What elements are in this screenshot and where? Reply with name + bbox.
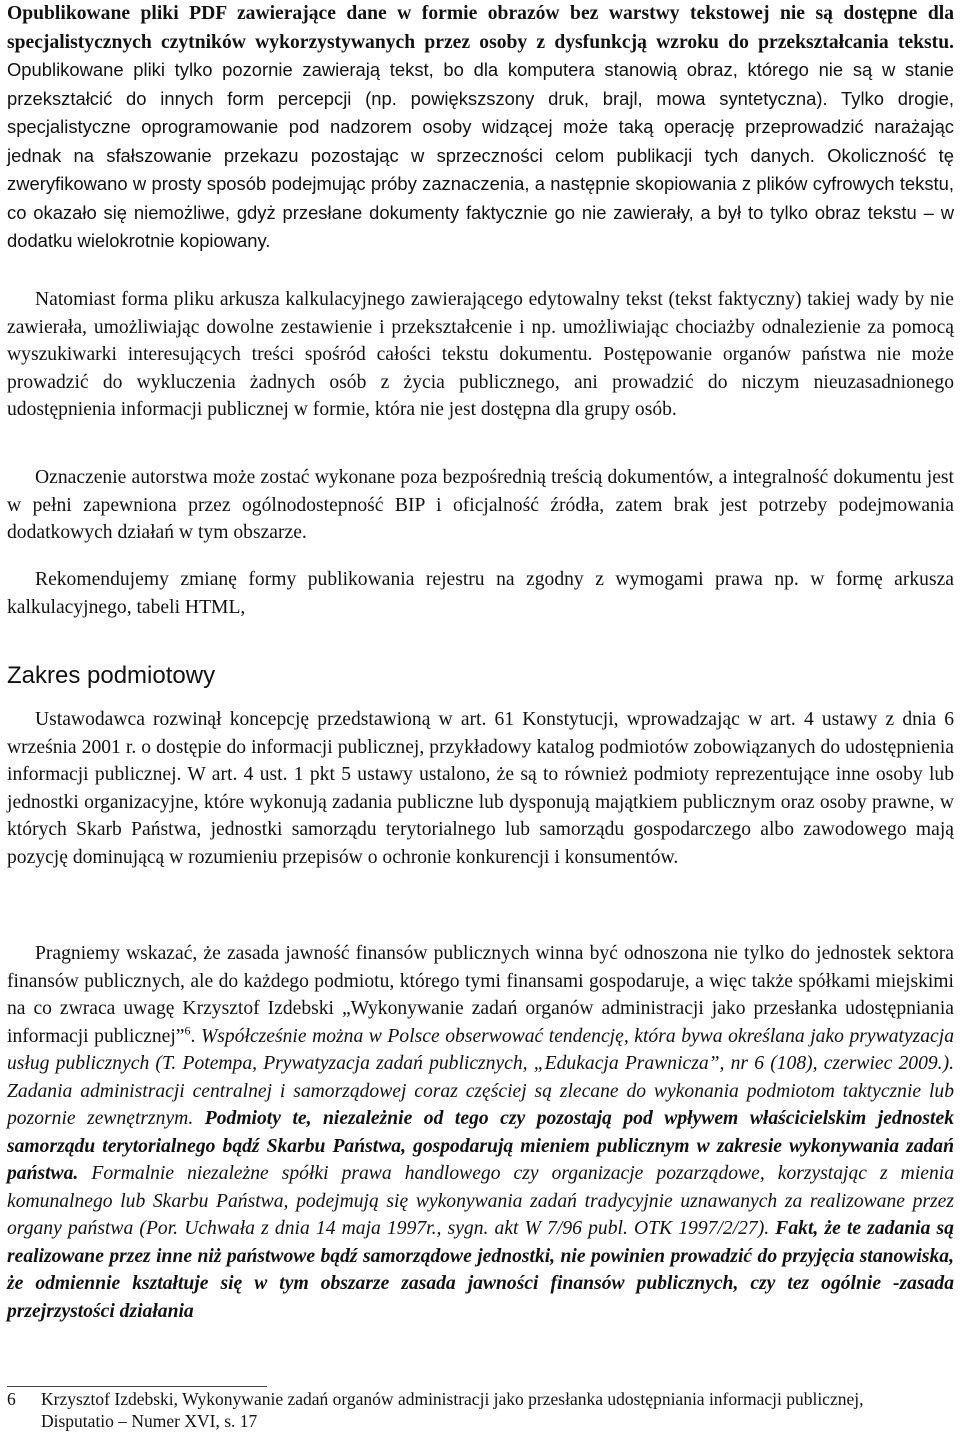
footnote-reference[interactable]: 6 [184, 1022, 191, 1037]
paragraph-spreadsheet-format: Natomiast forma pliku arkusza kalkulacyjnego zawierającego edytowalny tekst (tekst faktyczny) takiej wady by nie zawierała, umożliwiając dowolne zestawienie i przekształcenie i np. umożliwiając chociażby odnalezienie za pomocą wyszukiwarki interesujących treści spośród całości tekstu dokumentu. Postępowanie organów państwa nie może prowadzić do wykluczenia żadnych osób z życia publicznego, ani prowadzić do niczym nieuzasadnionego udostępnienia informacji publicznej w formie, która nie jest dostępna dla grupy osób. [7, 289, 954, 420]
footnote-text: Krzysztof Izdebski, Wykonywanie zadań organów administracji jako przesłanka udostępniania informacji publicznej, Disputatio – Numer XVI, s. 17 [41, 1389, 864, 1431]
paragraph-recommendation: Rekomendujemy zmianę formy publikowania rejestru na zgodny z wymogami prawa np. w formę arkusza kalkulacyjnego, tabeli HTML, [7, 569, 954, 618]
plain-run-2: . [190, 1025, 201, 1047]
bold-statement: Opublikowane pliki PDF zawierające dane w formie obrazów bez warstwy tekstowej nie są dostępne dla specjalistycznych czytników wykorzystywanych przez osoby z dysfunkcją wzroku do przekształcania tekstu. [7, 3, 954, 53]
section-heading: Zakres podmiotowy [7, 662, 216, 689]
paragraph-authorship: Oznaczenie autorstwa może zostać wykonane poza bezpośrednią treścią dokumentów, a integralność dokumentu jest w pełni zapewniona przez ogólnodostepność BIP i oficjalność źródła, zatem brak jest potrzeby podejmowania dodatkowych działań w tym obszarze. [7, 467, 954, 543]
footnote-number: 6 [7, 1389, 16, 1409]
paragraph-public-finance [7, 940, 954, 1325]
plain-run: Pragniemy wskazać, że zasada jawność finansów publicznych winna być odnoszona nie tylko do jednostek sektora finansów publicznych, ale do każdego podmiotu, którego tymi finansami gospodaruje, a więc także spółkami miejskimi na co zwraca uwagę Krzysztof Izdebski „Wykonywanie zadań organów administracji jako przesłanka udostępniania informacji publicznej” [7, 943, 954, 1047]
bold-italic-quote-2: Fakt, że te zadania są realizowane przez inne niż państwowe bądź samorządowe jednostki, nie powinien prowadzić do przyjęcia stanowiska, że odmiennie kształtuje się w tym obszarze zasada jawności finansów publicznych, czy tez ogólnie -zasada przejrzystości działania [7, 1218, 954, 1322]
paragraph-legal-scope: Ustawodawca rozwinął koncepcję przedstawioną w art. 61 Konstytucji, wprowadzając w art. 4 ustawy z dnia 6 września 2001 r. o dostępie do informacji publicznej, przykładowy katalog podmiotów zobowiązanych do udostępnienia informacji publicznej. W art. 4 ust. 1 pkt 5 ustawy ustalono, że są to również podmioty reprezentujące inne osoby lub jednostki organizacyjne, które wykonują zadania publiczne lub dysponują majątkiem publicznym oraz osoby prawne, w których Skarb Państwa, jednostki samorządu terytorialnego lub samorządu gospodarczego albo zawodowego mają pozycję dominującą w rozumieniu przepisów o ochronie konkurencji i konsumentów. [7, 709, 954, 868]
italic-quote-1: Współcześnie można w Polsce obserwować tendencję, która bywa określana jako prywatyzacja usług publicznych (T. Potempa, Prywatyzacja zadań publicznych, „Edukacja Prawnicza”, nr 6 (108), czerwiec 2009.). Zadania administracji centralnej i samorządowej coraz częściej są zlecane do wykonania podmiotom taktycznie lub pozornie zewnętrznym. [7, 1025, 954, 1129]
bold-italic-quote-1: Podmioty te, niezależnie od tego czy pozostają pod wpływem właścicielskim jednostek samorządu terytorialnego bądź Skarbu Państwa, gospodarują mieniem publicznym w zakresie wykonywania zadań państwa. [7, 1108, 954, 1184]
paragraph-pdf-accessibility [7, 0, 954, 256]
sans-explanation: Opublikowane pliki tylko pozornie zawierają tekst, bo dla komputera stanowią obraz, którego nie są w stanie przekształcić do innych form percepcji (np. powiększszony druk, brajl, mowa syntetyczna). Tylko drogie, specjalistyczne oprogramowanie pod nadzorem osoby widzącej może taką operację przeprowadzić narażając jednak na sfałszowanie przekazu pozostając w sprzeczności celom publikacji tych danych. Okoliczność tę zweryfikowano w prosty sposób podejmując próby zaznaczenia, a następnie skopiowania z plików cyfrowych tekstu, co okazało się niemożliwe, gdyż przesłane dokumenty faktycznie go nie zawierały, a był to tylko obraz tekstu – w dodatku wielokrotnie kopiowany. [7, 59, 954, 251]
footnote-divider [7, 1386, 267, 1387]
italic-quote-2: Formalnie niezależne spółki prawa handlowego czy organizacje pozarządowe, korzystając z mienia komunalnego lub Skarbu Państwa, podejmują się wykonywania zadań tradycyjnie uznawanych za realizowane przez organy państwa (Por. Uchwała z dnia 14 maja 1997r., sygn. akt W 7/96 publ. OTK 1997/2/27). [7, 1163, 954, 1239]
